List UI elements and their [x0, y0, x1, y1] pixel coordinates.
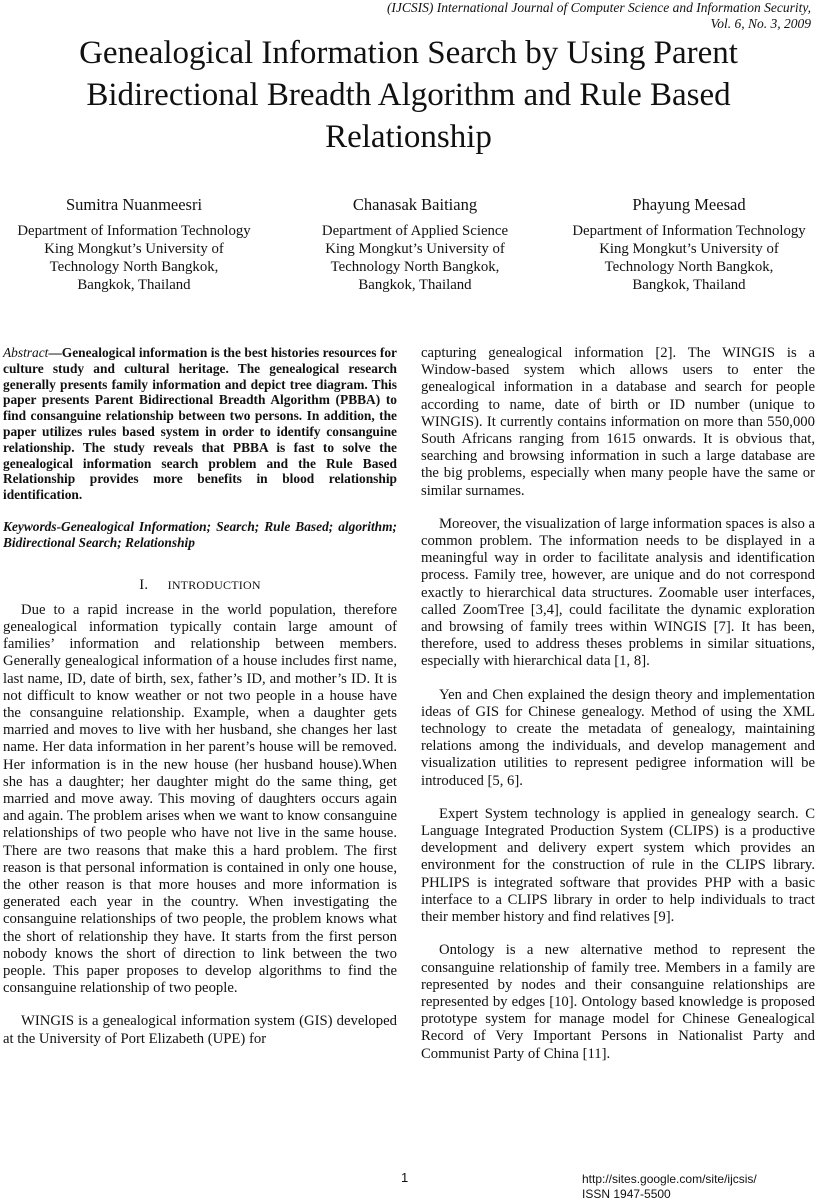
- author-name: Sumitra Nuanmeesri: [65, 195, 203, 214]
- paragraph: Expert System technology is applied in genealogy search. C Language Integrated Production System (CLIPS) is a productive development and delivery expert system which provides an environment for the construction of rule in the CLIPS library. PHLIPS is integrated software that provides PHP with a basic interface to a CLIPS library in order to help individuals to tract their member history and find relatives [9].: [421, 805, 815, 926]
- paragraph: Moreover, the visualization of large information spaces is also a common problem. The information needs to be displayed in a meaningful way in order to facilitate analysis and identification process. Family tree, however, are unique and do not correspond exactly to hierarchical data structures. Zoomable user interfaces, called ZoomTree [3,4], could facilitate the dynamic exploration and browsing of family trees within WINGIS [7]. It has been, therefore, used to address theses problems in similar situations, especially with hierarchical data [1, 8].: [421, 515, 816, 670]
- footer-info: [582, 1172, 757, 1202]
- left-column: [3, 345, 397, 1064]
- author-dept: Department of Applied Science: [321, 223, 509, 239]
- paper-title: [0, 32, 817, 158]
- author-univ: King Mongkut’s University of: [599, 241, 779, 257]
- title-line-3: Relationship: [325, 119, 492, 155]
- author-name: Phayung Meesad: [632, 195, 746, 214]
- page-number: 1: [401, 1170, 409, 1185]
- abstract-label: Abstract: [3, 345, 49, 360]
- paragraph: capturing genealogical information [2]. The WINGIS is a Window-based system which allows users to enter the genealogical information in a database and search for people according to name, date of birth or ID number (unique to WINGIS). It currently contains information on more than 550,000 South Africans ranging from 1615 onwards. It is obvious that, searching and browsing information in such a large database are the big problems, especially when many people have the same or similar surnames.: [421, 345, 815, 499]
- author-univ-2: Technology North Bangkok,: [49, 259, 219, 275]
- author-dept: Department of Information Technology: [17, 223, 251, 239]
- author-univ-2: Technology North Bangkok,: [604, 259, 774, 275]
- author-univ: King Mongkut’s University of: [325, 241, 505, 257]
- author-3: [558, 196, 817, 294]
- section-title: INTRODUCTION: [167, 577, 261, 592]
- author-dept: Department of Information Technology: [572, 223, 806, 239]
- keywords: Keywords-Genealogical Information; Search; Rule Based; algorithm; Bidirectional Search; Relationship: [3, 518, 397, 550]
- author-city: Bangkok, Thailand: [632, 277, 746, 293]
- title-line-1: Genealogical Information Search by Using Parent: [79, 35, 738, 71]
- paragraph: Yen and Chen explained the design theory and implementation ideas of GIS for Chinese genealogy. Method of using the XML technology to create the metadata of genealogy, maintaining relations among the individuals, and develop management and visualization utilities to represent pedigree information will be introduced [5, 6].: [421, 686, 815, 789]
- author-name: Chanasak Baitiang: [352, 195, 478, 214]
- paragraph: Ontology is a new alternative method to represent the consanguine relationship of family tree. Members in a family are represented by nodes and their consanguine relationships are represented by edges [10]. Ontology based knowledge is proposed prototype system for manage model for Chinese Genealogical Record of Very Important Persons in Nationalist Party and Communist Party of China [11].: [421, 942, 815, 1062]
- footer-url[interactable]: http://sites.google.com/site/ijcsis/: [582, 1172, 757, 1186]
- abstract: [3, 345, 397, 503]
- journal-name: (IJCSIS) International Journal of Computer Science and Information Security,: [386, 0, 811, 15]
- author-univ-2: Technology North Bangkok,: [330, 259, 500, 275]
- section-number: I.: [139, 576, 149, 593]
- author-2: [284, 196, 546, 294]
- journal-volume: Vol. 6, No. 3, 2009: [710, 16, 811, 31]
- footer-issn: ISSN 1947-5500: [582, 1187, 671, 1201]
- right-column: [421, 345, 815, 1079]
- paragraph: WINGIS is a genealogical information system (GIS) developed at the University of Port Elizabeth (UPE) for: [3, 1013, 397, 1047]
- section-heading: [3, 577, 397, 594]
- author-city: Bangkok, Thailand: [358, 277, 472, 293]
- author-univ: King Mongkut’s University of: [44, 241, 224, 257]
- author-city: Bangkok, Thailand: [77, 277, 191, 293]
- journal-header: [251, 0, 811, 32]
- abstract-text: —Genealogical information is the best histories resources for culture study and cultural heritage. The genealogical research generally presents family information and depict tree diagram. This paper presents Parent Bidirectional Breadth Algorithm (PBBA) to find consanguine relationship between two persons. In addition, the paper utilizes rules based system in order to identify consanguine relationship. The study reveals that PBBA is fast to solve the genealogical information search problem and the Rule Based Relationship provides more benefits in blood relationship identification.: [3, 345, 397, 503]
- paragraph: Due to a rapid increase in the world population, therefore genealogical information typically contain large amount of families’ information and relationship between members. Generally genealogical information of a house includes first name, last name, ID, date of birth, sex, father’s ID, and mother’s ID. It is not difficult to know weather or not two people in a house have the consanguine relationship. Example, when a daughter gets married and moves to live with her husband, she changes her last name. Her data information in her parent’s house will be removed. Her information is in the new house (her husband house).When she has a daughter; her daughter might do the same thing, get married and move away. This moving of daughters occurs again and again. The problem arises when we want to know consanguine relationships of two people who have not live in the same house. There are two reasons that make this a hard problem. The first reason is that personal information is contained in only one house, the other reason is that more houses and more information is generated each year in the country. When investigating the consanguine relationships of two people, the problem knows what the short of relationship they have. It starts from the first person nobody knows the short of direction to link between the two people. This paper proposes to develop algorithms to find the consanguine relationship of two people.: [3, 601, 397, 997]
- author-1: [3, 196, 265, 294]
- title-line-2: Bidirectional Breadth Algorithm and Rule Based: [86, 77, 731, 113]
